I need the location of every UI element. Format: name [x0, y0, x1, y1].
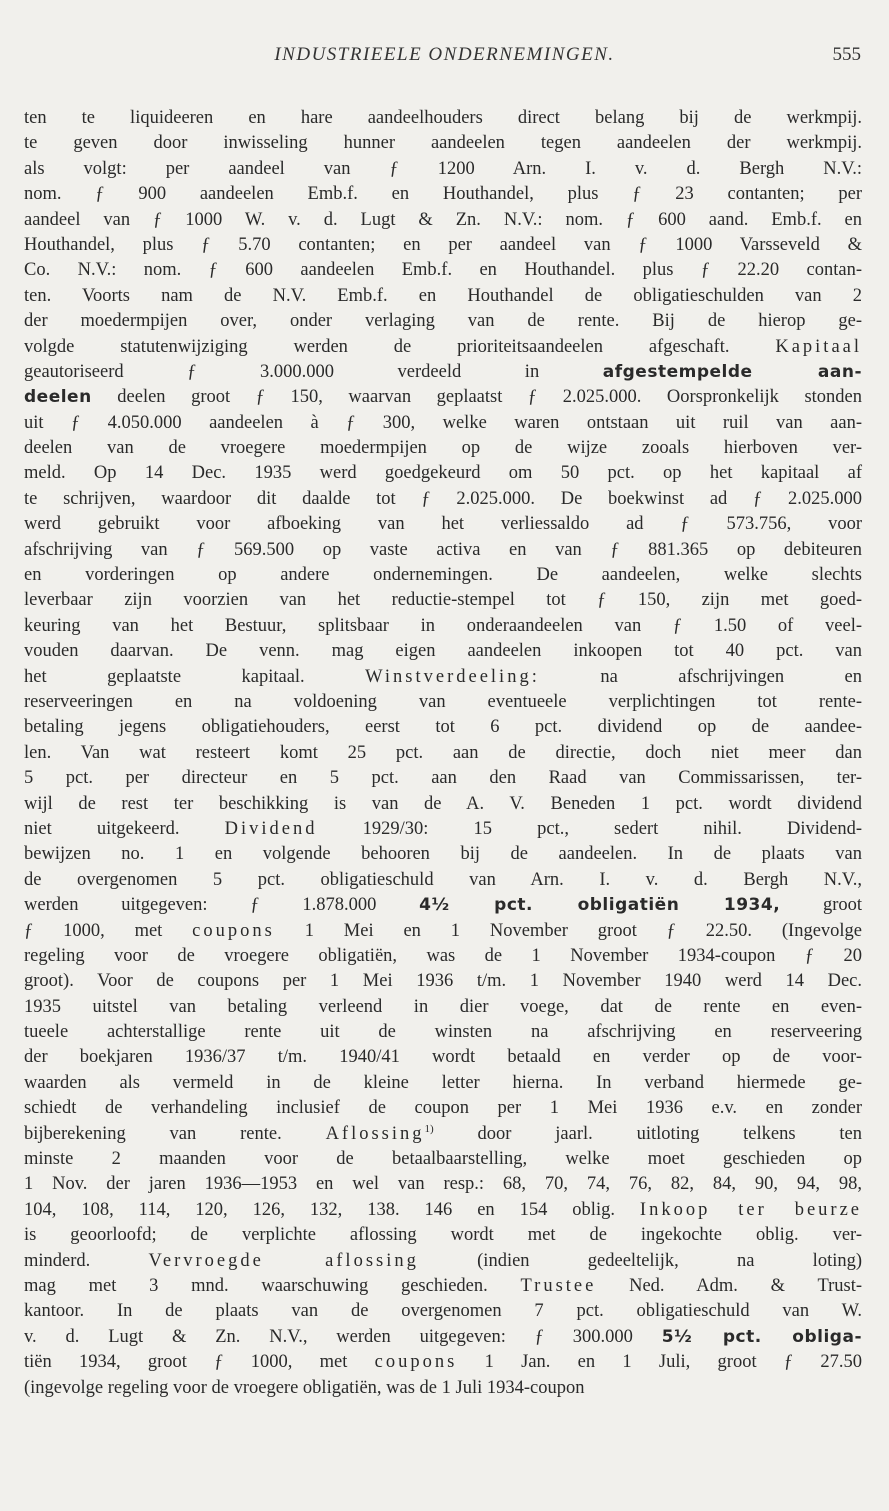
text-line: len. Van wat resteert komt 25 pct. aan de directie, doch niet meer dan	[24, 742, 862, 763]
page-number: 555	[832, 44, 861, 65]
text-line: als volgt: per aandeel van ƒ 1200 Arn. I. v. d. Bergh N.V.:	[24, 158, 862, 179]
text-line: regeling voor de vroegere obligatiën, was de 1 November 1934-coupon ƒ 20	[24, 945, 862, 966]
spaced-heading-trustee: Trustee	[520, 1275, 597, 1296]
text-fragment: 104, 108, 114, 120, 126, 132, 138. 146 en 154 oblig.	[24, 1199, 615, 1220]
text-line: betaling jegens obligatiehouders, eerst tot 6 pct. dividend op de aandee-	[24, 717, 862, 738]
bold-heading-obligatien-1934: 4½ pct. obligatiën 1934,	[419, 895, 781, 916]
spaced-heading-aflossing: Aflossing	[325, 1123, 425, 1144]
text-fragment: door jaarl. uitloting telkens ten	[477, 1123, 862, 1144]
text-fragment: Ned. Adm. & Trust-	[629, 1275, 863, 1296]
spaced-heading-winstverdeeling: Winstverdeeling:	[365, 666, 540, 687]
footnote-marker: 1)	[424, 1122, 434, 1135]
text-line: werd gebruikt voor afboeking van het verliessaldo ad ƒ 573.756, voor	[24, 514, 862, 535]
text-line	[24, 1122, 862, 1147]
text-line	[24, 1350, 862, 1375]
text-fragment: niet uitgekeerd.	[24, 818, 180, 839]
text-line: waarden als vermeld in de kleine letter hierna. In verband hiermede ge-	[24, 1072, 862, 1093]
text-fragment: (indien gedeeltelijk, na loting)	[477, 1250, 863, 1271]
text-line	[24, 919, 862, 944]
text-fragment: volgde statutenwijziging werden de prioriteitsaandeelen afgeschaft.	[24, 336, 730, 357]
bold-heading-obligatien-5: 5½ pct. obliga-	[661, 1326, 863, 1347]
text-line: nom. ƒ 900 aandeelen Emb.f. en Houthandel, plus ƒ 23 contanten; per	[24, 184, 862, 205]
text-line: en vorderingen op andere ondernemingen. De aandeelen, welke slechts	[24, 565, 862, 586]
text-line: te geven door inwisseling hunner aandeelen tegen aandeelen der werkmpij.	[24, 133, 862, 154]
text-fragment: geautoriseerd ƒ 3.000.000 verdeeld in	[24, 361, 540, 382]
text-line: wijl de rest ter beschikking is van de A. V. Beneden 1 pct. wordt dividend	[24, 793, 862, 814]
text-fragment: werden uitgegeven: ƒ 1.878.000	[24, 895, 377, 916]
text-line: afschrijving van ƒ 569.500 op vaste activa en van ƒ 881.365 op debiteuren	[24, 539, 862, 560]
text-line	[24, 1325, 862, 1350]
text-fragment: 1 Mei en 1 November groot ƒ 22.50. (Ingevolge	[304, 920, 863, 941]
text-line: Houthandel, plus ƒ 5.70 contanten; en per aandeel van ƒ 1000 Varsseveld &	[24, 234, 862, 255]
text-fragment: na afschrijvingen en	[600, 666, 863, 687]
spaced-heading-inkoop: Inkoop ter beurze	[639, 1199, 863, 1220]
text-line: der boekjaren 1936/37 t/m. 1940/41 wordt betaald en verder op de voor-	[24, 1047, 862, 1068]
text-fragment: 1929/30: 15 pct., sedert nihil. Dividend-	[362, 818, 862, 839]
text-line: te schrijven, waardoor dit daalde tot ƒ 2.025.000. De boekwinst ad ƒ 2.025.000	[24, 488, 862, 509]
text-line: de overgenomen 5 pct. obligatieschuld van Arn. I. v. d. Bergh N.V.,	[24, 869, 862, 890]
text-line: vouden daarvan. De venn. mag eigen aandeelen inkoopen tot 40 pct. van	[24, 641, 862, 662]
spaced-heading-coupons: coupons	[192, 920, 275, 941]
spaced-heading-kapitaal: Kapitaal	[775, 336, 863, 357]
text-line: groot). Voor de coupons per 1 Mei 1936 t/m. 1 November 1940 werd 14 Dec.	[24, 971, 862, 992]
text-line: tueele achterstallige rente uit de winsten na afschrijving en reserveering	[24, 1022, 862, 1043]
text-line: leverbaar zijn voorzien van het reductie-stempel tot ƒ 150, zijn met goed-	[24, 590, 862, 611]
text-line: 1935 uitstel van betaling verleend in dier voege, dat de rente en even-	[24, 996, 862, 1017]
text-line	[24, 360, 862, 385]
text-line	[24, 335, 862, 360]
text-line: meld. Op 14 Dec. 1935 werd goedgekeurd om 50 pct. op het kapitaal af	[24, 463, 862, 484]
text-fragment: 1 Jan. en 1 Juli, groot ƒ 27.50	[484, 1352, 863, 1373]
text-line	[24, 1198, 862, 1223]
text-line: kantoor. In de plaats van de overgenomen 7 pct. obligatieschuld van W.	[24, 1301, 862, 1322]
text-fragment: tiën 1934, groot ƒ 1000, met	[24, 1352, 348, 1373]
body-text	[24, 106, 862, 1401]
text-fragment: mag met 3 mnd. waarschuwing geschieden.	[24, 1275, 488, 1296]
text-line: ten te liquideeren en hare aandeelhouders direct belang bij de werkmpij.	[24, 108, 862, 128]
text-line: minste 2 maanden voor de betaalbaarstelling, welke moet geschieden op	[24, 1149, 862, 1170]
spaced-heading-coupons-2: coupons	[374, 1352, 458, 1373]
text-line	[24, 817, 862, 842]
spaced-heading-dividend: Dividend	[224, 818, 318, 839]
text-line: der moedermpijen over, onder verlaging van de rente. Bij de hierop ge-	[24, 311, 862, 332]
text-line: uit ƒ 4.050.000 aandeelen à ƒ 300, welke waren ontstaan uit ruil van aan-	[24, 412, 862, 433]
text-fragment: het geplaatste kapitaal.	[24, 666, 305, 687]
text-fragment: groot	[822, 895, 863, 916]
text-line	[24, 385, 862, 410]
bold-heading-aandeelen-cont: deelen	[24, 387, 92, 408]
bold-heading-aandeelen: afgestempelde aan-	[602, 361, 862, 382]
text-fragment: bijberekening van rente.	[24, 1123, 282, 1144]
text-line	[24, 1249, 862, 1274]
text-line: Co. N.V.: nom. ƒ 600 aandeelen Emb.f. en Houthandel. plus ƒ 22.20 contan-	[24, 260, 862, 281]
text-line: reserveeringen en na voldoening van eventueele verplichtingen tot rente-	[24, 691, 862, 712]
text-fragment: ƒ 1000, met	[24, 920, 163, 941]
text-line: keuring van het Bestuur, splitsbaar in onderaandeelen van ƒ 1.50 of veel-	[24, 615, 862, 636]
text-line	[24, 665, 862, 690]
text-line	[24, 1274, 862, 1299]
text-line: (ingevolge regeling voor de vroegere obligatiën, was de 1 Juli 1934-coupon	[24, 1377, 585, 1398]
text-line: 5 pct. per directeur en 5 pct. aan den Raad van Commissarissen, ter-	[24, 768, 862, 789]
text-line	[24, 893, 862, 918]
running-title: INDUSTRIEELE ONDERNEMINGEN.	[274, 44, 615, 65]
text-line: ten. Voorts nam de N.V. Emb.f. en Houthandel de obligatieschulden van 2	[24, 285, 862, 306]
text-line: deelen van de vroegere moedermpijen op de wijze zooals hierboven ver-	[24, 438, 862, 459]
spaced-heading-vervroegde: Vervroegde aflossing	[148, 1250, 419, 1271]
text-fragment: deelen groot ƒ 150, waarvan geplaatst ƒ 2.025.000. Oorspronkelijk stonden	[117, 387, 863, 408]
page-header	[0, 44, 889, 74]
text-line: is geoorloofd; de verplichte aflossing wordt met de ingekochte oblig. ver-	[24, 1225, 862, 1246]
text-line: aandeel van ƒ 1000 W. v. d. Lugt & Zn. N.V.: nom. ƒ 600 aand. Emb.f. en	[24, 209, 862, 230]
text-line: 1 Nov. der jaren 1936—1953 en wel van resp.: 68, 70, 74, 76, 82, 84, 90, 94, 98,	[24, 1174, 862, 1195]
text-line: bewijzen no. 1 en volgende behooren bij de aandeelen. In de plaats van	[24, 844, 862, 865]
text-line: schiedt de verhandeling inclusief de coupon per 1 Mei 1936 e.v. en zonder	[24, 1098, 862, 1119]
text-fragment: v. d. Lugt & Zn. N.V., werden uitgegeven: ƒ 300.000	[24, 1326, 633, 1347]
text-fragment: minderd.	[24, 1250, 91, 1271]
